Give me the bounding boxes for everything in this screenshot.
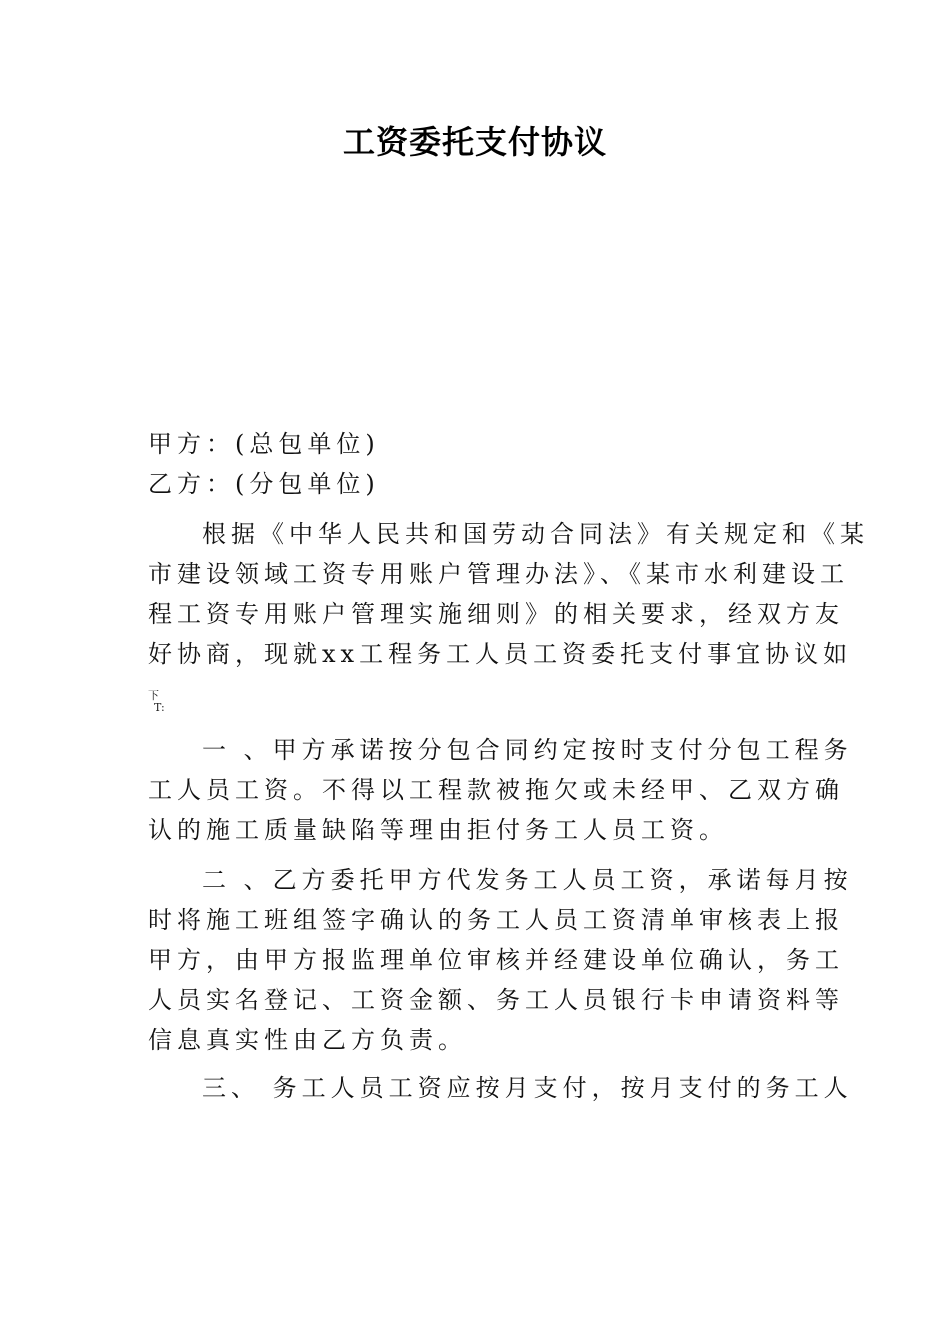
clause-1-line: 一 、甲方承诺按分包合同约定按时支付分包工程务 — [202, 736, 853, 764]
party-b-line: 乙方：(分包单位) — [148, 470, 380, 498]
clause-2-line: 时将施工班组签字确认的务工人员工资清单审核表上报 — [148, 906, 844, 934]
clause-1-line: 工人员工资。不得以工程款被拖欠或未经甲、乙双方确 — [148, 776, 844, 804]
intro-fragment — [148, 690, 165, 714]
clause-3-line: 三、 务工人员工资应按月支付，按月支付的务工人 — [202, 1074, 853, 1102]
intro-fragment-top: 下 — [148, 689, 159, 702]
clause-2-line: 二 、乙方委托甲方代发务工人员工资，承诺每月按 — [202, 866, 853, 894]
clause-3-paragraph — [148, 1068, 853, 1108]
intro-fragment-bottom: T: — [154, 701, 165, 714]
intro-line: 好协商，现就xx工程务工人员工资委托支付事宜协议如 — [148, 640, 853, 668]
clause-2-paragraph — [148, 860, 853, 1060]
intro-line: 根据《中华人民共和国劳动合同法》有关规定和《某 — [202, 520, 869, 548]
intro-line: 市建设领域工资专用账户管理办法》、《某市水利建设工 — [148, 560, 849, 588]
clause-2-line: 甲方，由甲方报监理单位审核并经建设单位确认，务工 — [148, 946, 844, 974]
clause-2-line: 信息真实性由乙方负责。 — [148, 1026, 467, 1054]
clause-1-paragraph — [148, 730, 853, 850]
clause-1-line: 认的施工质量缺陷等理由拒付务工人员工资。 — [148, 816, 728, 844]
party-a-line: 甲方：(总包单位) — [148, 430, 380, 458]
document-title: 工资委托支付协议 — [342, 123, 607, 161]
intro-paragraph — [148, 514, 869, 674]
clause-2-line: 人员实名登记、工资金额、务工人员银行卡申请资料等 — [148, 986, 844, 1014]
intro-line: 程工资专用账户管理实施细则》的相关要求，经双方友 — [148, 600, 844, 628]
